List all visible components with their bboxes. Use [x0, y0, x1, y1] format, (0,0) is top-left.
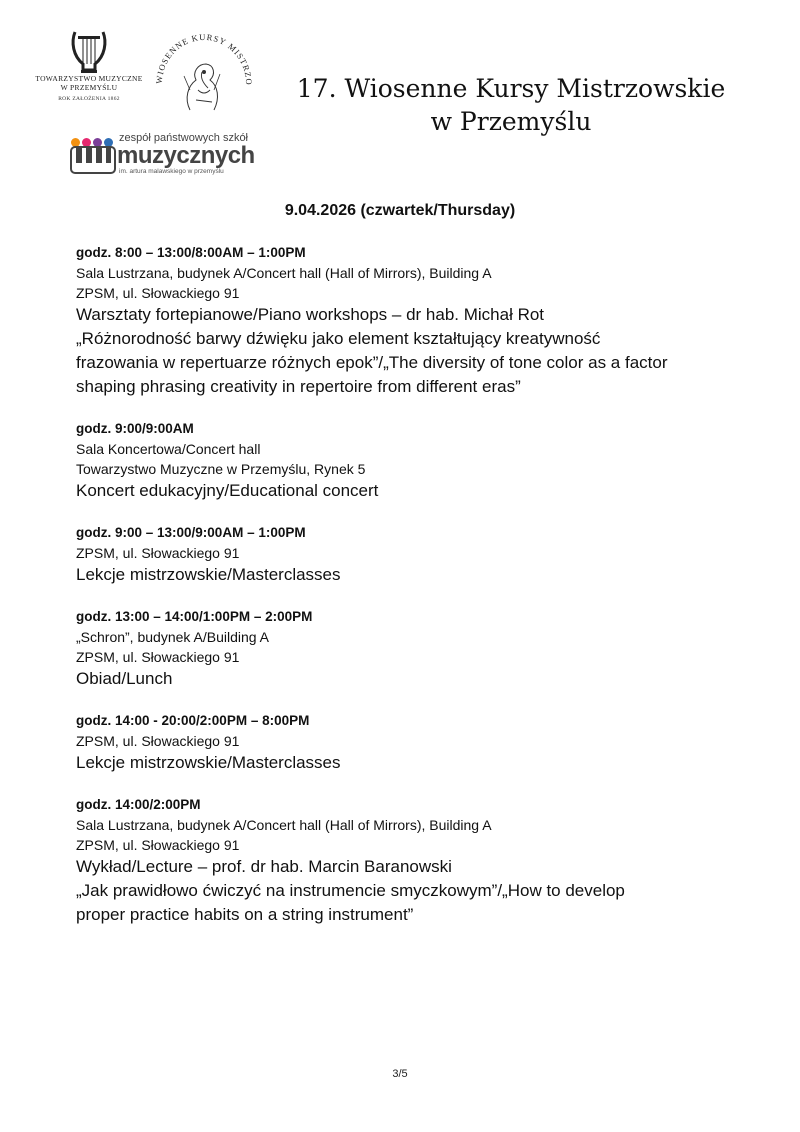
kursy-mistrzowskie-logo [154, 28, 252, 116]
zpsm-logo-line1: zespół państwowych szkół [119, 132, 249, 144]
event-location-line: Sala Lustrzana, budynek A/Concert hall (Hall of Mirrors), Building A [76, 265, 492, 281]
event-item [76, 419, 736, 503]
event-location-line: „Schron”, budynek A/Building A [76, 629, 270, 645]
title-line1: 17. Wiosenne Kursy Mistrzowskie [296, 74, 726, 103]
event-description-line: Wykład/Lecture – prof. dr hab. Marcin Baranowski [76, 857, 452, 876]
zpsm-logo-line3: im. artura malawskiego w przemyślu [119, 168, 224, 175]
kursy-logo-arc-text: WIOSENNE KURSY MISTR [154, 31, 252, 85]
event-description-line: Warsztaty fortepianowe/Piano workshops – dr hab. Michał Rot [76, 305, 545, 324]
event-item [76, 795, 736, 927]
zpsm-logo [68, 130, 255, 178]
event-description-line: Koncert edukacyjny/Educational concert [76, 481, 379, 500]
date-heading: 9.04.2026 (czwartek/Thursday) [284, 202, 516, 219]
event-description-line: shaping phrasing creativity in repertoire from different eras” [76, 377, 521, 396]
svg-text:WIOSENNE KURSY MISTRZOWSKIE [154, 28, 252, 86]
event-time: godz. 9:00 – 13:00/9:00AM – 1:00PM [76, 525, 306, 540]
event-time: godz. 8:00 – 13:00/8:00AM – 1:00PM [76, 245, 306, 260]
event-description-line: frazowania w repertuarze różnych epok”/„The diversity of tone color as a factor [76, 353, 668, 372]
event-time: godz. 9:00/9:00AM [76, 421, 194, 436]
event-description-line: Lekcje mistrzowskie/Masterclasses [76, 565, 341, 584]
towarzystwo-logo-line2: W PRZEMYŚLU [60, 83, 118, 92]
event-location-line: Sala Koncertowa/Concert hall [76, 441, 261, 457]
kursy-emblem-icon [154, 28, 252, 116]
event-item [76, 711, 736, 775]
event-time: godz. 13:00 – 14:00/1:00PM – 2:00PM [76, 609, 313, 624]
lyre-icon [69, 30, 109, 74]
event-location-line: Sala Lustrzana, budynek A/Concert hall (Hall of Mirrors), Building A [76, 817, 492, 833]
event-description-line: Lekcje mistrzowskie/Masterclasses [76, 753, 341, 772]
event-description-line: proper practice habits on a string instrument” [76, 905, 414, 924]
event-location-line: ZPSM, ul. Słowackiego 91 [76, 285, 240, 301]
event-location-line: ZPSM, ul. Słowackiego 91 [76, 545, 240, 561]
piano-keys-icon [70, 146, 116, 174]
event-item [76, 243, 736, 399]
event-location-line: ZPSM, ul. Słowackiego 91 [76, 733, 240, 749]
towarzystwo-logo-line3: ROK ZAŁOŻENIA 1862 [58, 96, 120, 102]
event-time: godz. 14:00 - 20:00/2:00PM – 8:00PM [76, 713, 310, 728]
towarzystwo-muzyczne-logo [34, 30, 144, 110]
event-description-line: Obiad/Lunch [76, 669, 173, 688]
event-location-line: ZPSM, ul. Słowackiego 91 [76, 649, 240, 665]
event-location-line: Towarzystwo Muzyczne w Przemyślu, Rynek 5 [76, 461, 366, 477]
towarzystwo-logo-line1: TOWARZYSTWO MUZYCZNE [35, 74, 143, 83]
event-description-line: „Jak prawidłowo ćwiczyć na instrumencie smyczkowym”/„How to develop [76, 881, 625, 900]
event-description-line: „Różnorodność barwy dźwięku jako element kształtujący kreatywność [76, 329, 601, 348]
document-title [268, 72, 754, 138]
event-item [76, 523, 736, 587]
event-time: godz. 14:00/2:00PM [76, 797, 201, 812]
zpsm-logo-line2: muzycznych [117, 142, 255, 169]
event-location-line: ZPSM, ul. Słowackiego 91 [76, 837, 240, 853]
event-list [76, 243, 736, 947]
title-line2: w Przemyślu [430, 107, 592, 136]
event-item [76, 607, 736, 691]
page-number: 3/5 [392, 1068, 408, 1080]
